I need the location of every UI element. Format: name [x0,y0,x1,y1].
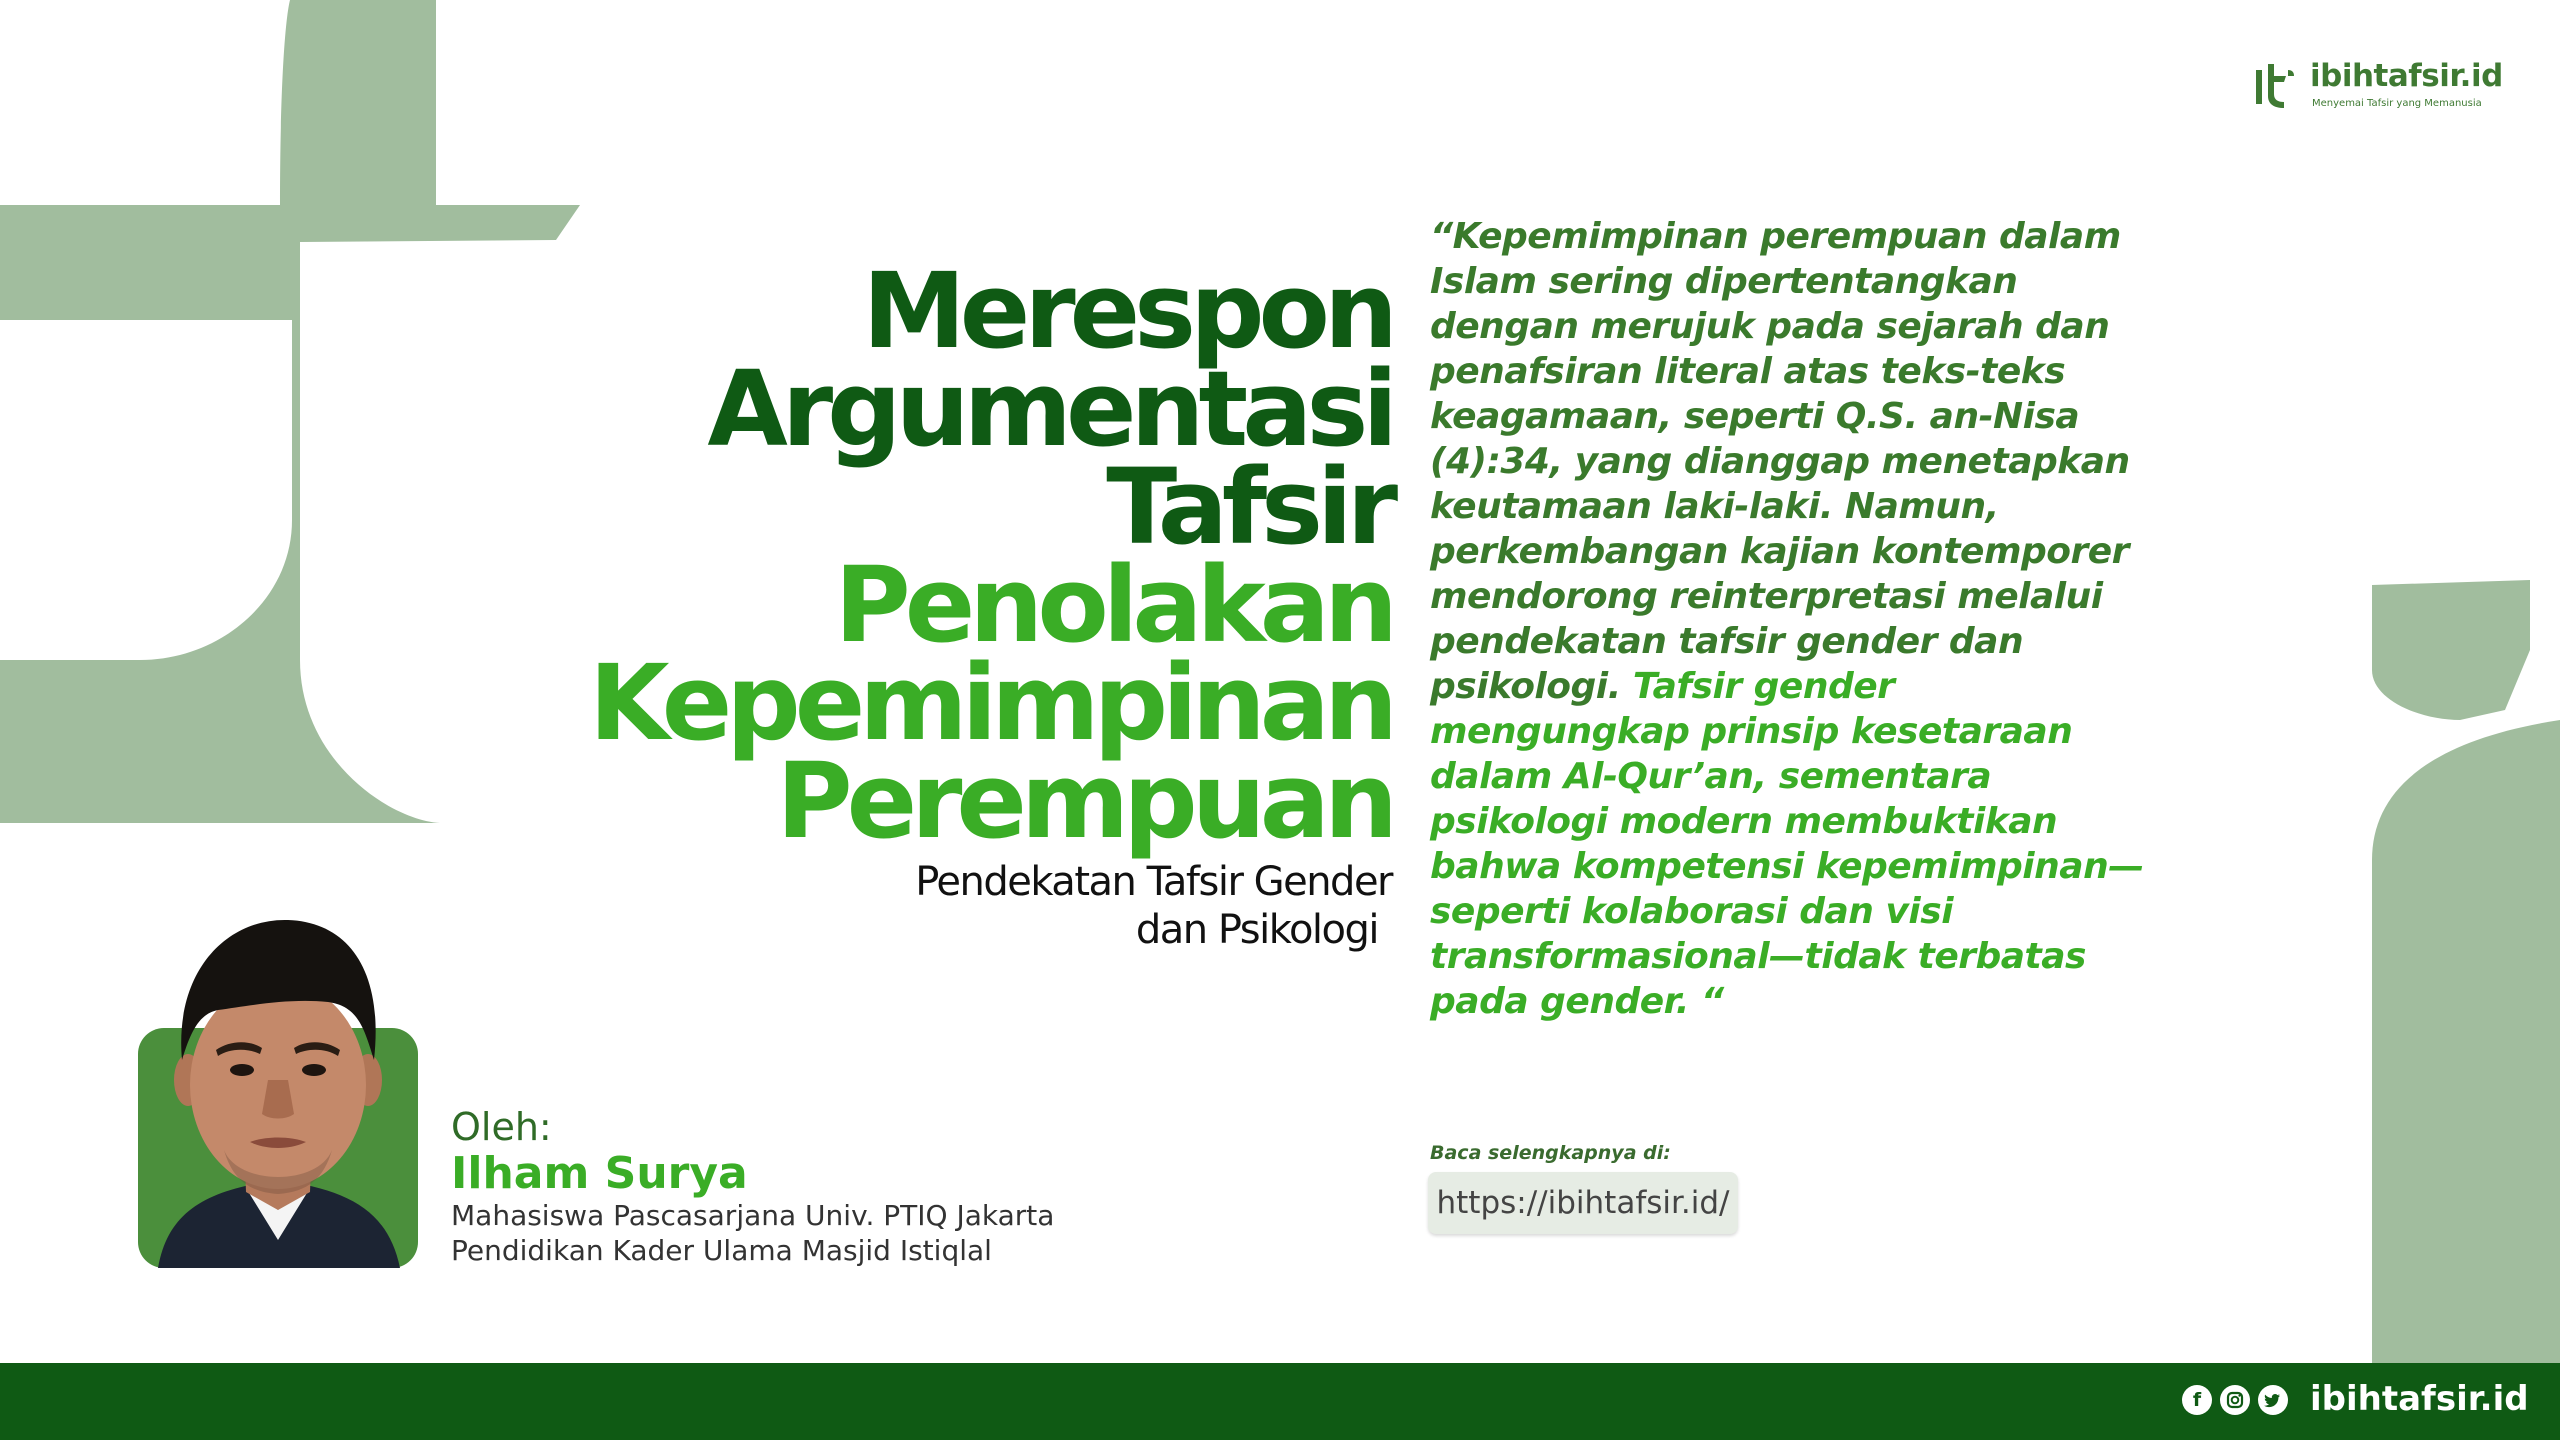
subtitle-line-2: dan Psikologi [1135,907,1378,953]
twitter-bird-icon [2258,1385,2288,1415]
author-photo [138,910,418,1268]
author-name: Ilham Surya [451,1148,748,1199]
quote-part-2-highlight: Tafsir gender mengungkap prinsip kesetaraan dalam Al-Qur’an, sementara psikologi modern membuktikan bahwa kompetensi kepemimpinan—seperti kolaborasi dan visi transformasional—tidak terbatas pada gender. “ [1430,666,2144,1022]
author-affiliation-2: Pendidikan Kader Ulama Masjid Istiqlal [451,1234,992,1267]
by-label: Oleh: [451,1105,552,1149]
brand-tagline: Menyemai Tafsir yang Memanusia [2312,98,2482,109]
subtitle [492,858,1392,954]
instagram-glyph-icon [2220,1385,2250,1415]
subtitle-line-1: Pendekatan Tafsir Gender [915,859,1392,905]
website-link-button[interactable] [1428,1172,1738,1234]
quote-text [1430,214,2150,1024]
website-url[interactable]: https://ibihtafsir.id/ [1436,1185,1730,1221]
title-line-2: Argumentasi [707,348,1392,470]
instagram-icon[interactable] [2220,1385,2250,1415]
avatar [138,910,418,1268]
title-line-4: Penolakan [834,544,1392,666]
footer-bar [0,1363,2560,1440]
title-line-3: Tafsir [1106,446,1392,568]
title-line-1: Merespon [862,250,1392,372]
author-affiliation-1: Mahasiswa Pascasarjana Univ. PTIQ Jakarta [451,1199,1055,1232]
facebook-icon[interactable]: f [2182,1385,2212,1415]
quote-part-1: “Kepemimpinan perempuan dalam Islam sering dipertentangkan dengan merujuk pada sejarah dan penafsiran literal atas teks-teks keagamaan, seperti Q.S. an-Nisa (4):34, yang dianggap menetapkan keutamaan laki-laki. Namun, perkembangan kajian kontemporer mendorong reinterpretasi melalui pendekatan tafsir gender dan psikologi. [1430,216,2130,707]
brand-logo[interactable] [2248,58,2503,118]
right-logo-shape-top [2372,580,2530,720]
title-line-5: Kepemimpinan [588,642,1392,764]
footer-website[interactable]: ibihtafsir.id [2310,1379,2529,1419]
brand-name: ibihtafsir.id [2310,58,2503,94]
headline [492,250,1392,954]
twitter-icon[interactable] [2258,1385,2288,1415]
read-more-label: Baca selengkapnya di: [1430,1142,1671,1164]
right-logo-shape-bottom [2372,720,2560,1363]
title-line-6: Perempuan [776,740,1392,862]
ibihtafsir-logo-icon [2248,60,2300,112]
